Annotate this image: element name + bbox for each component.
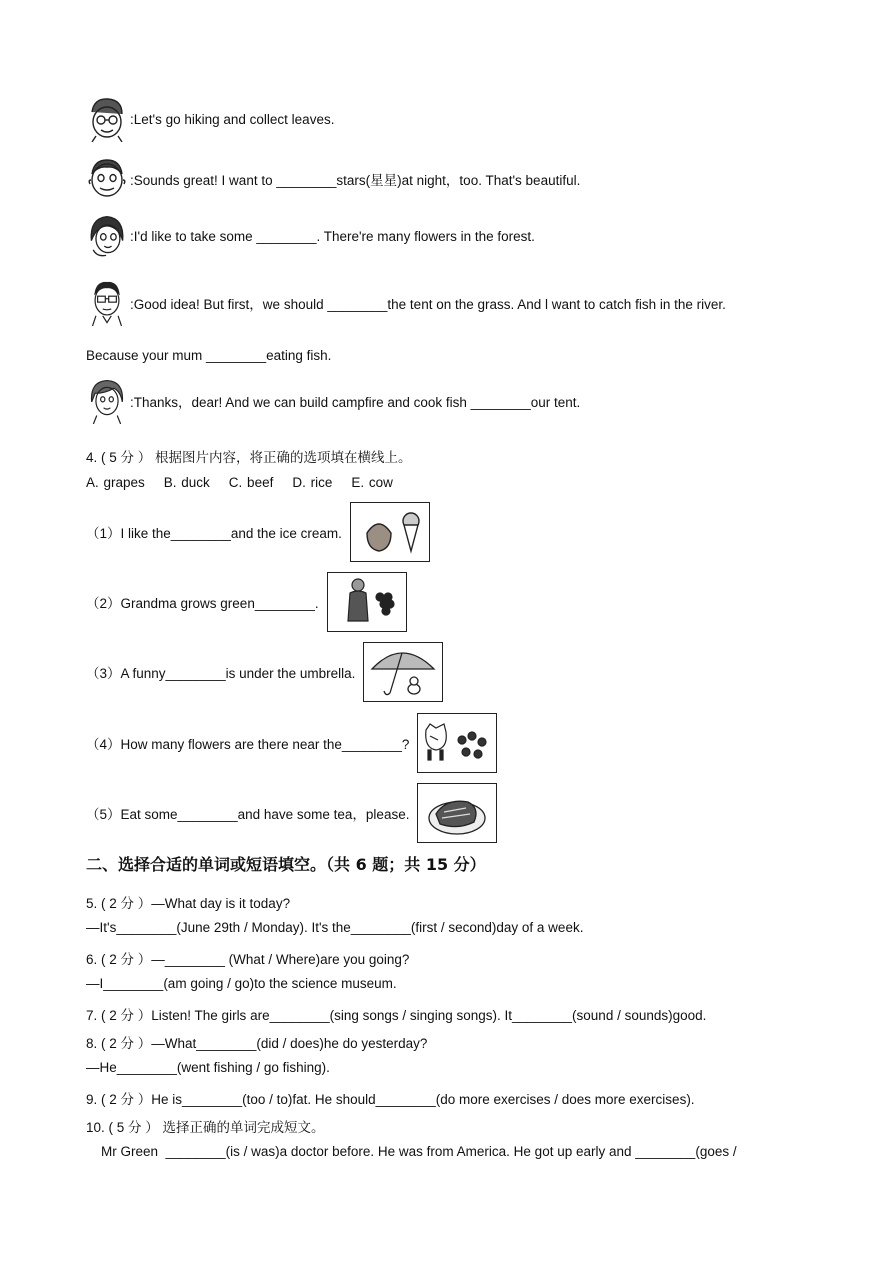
dialogue-text: :Thanks，dear! And we can build campfire and cook fish ________our tent. (130, 395, 581, 410)
beef-plate-icon (417, 783, 497, 843)
q4-item-text: （5）Eat some________and have some tea，please. (86, 807, 410, 822)
question-line: Mr Green ________(is / was)a doctor before. He was from America. He got up early and ________(goes / (86, 1144, 737, 1159)
dialogue-text: :Good idea! But first，we should ________the tent on the grass. And l want to catch fish in the river. (130, 297, 726, 312)
q4-item-4 (86, 713, 497, 773)
question-line: 10. ( 5 分 ） 选择正确的单词完成短文。 (86, 1120, 325, 1135)
dialogue-line-1 (86, 96, 334, 142)
dialogue-text: :I'd like to take some ________. There're many flowers in the forest. (130, 228, 535, 244)
question-line: 5. ( 2 分 ）—What day is it today? (86, 896, 291, 911)
question-line: 6. ( 2 分 ）—________ (What / Where)are you going? (86, 952, 410, 967)
question-line: —I________(am going / go)to the science museum. (86, 976, 397, 991)
q4-item-text: （2）Grandma grows green________. (86, 596, 319, 611)
q4-item-5 (86, 783, 497, 843)
q4-options: A. grapes B. duck C. beef D. rice E. cow (86, 475, 393, 490)
question-line: —It's________(June 29th / Monday). It's the________(first / second)day of a week. (86, 920, 584, 935)
dialogue-line-5: Because your mum ________eating fish. (86, 348, 332, 363)
boy-face-icon (86, 156, 128, 202)
mother-face-icon (86, 378, 128, 424)
cow-and-flowers-icon (417, 713, 497, 773)
dialogue-line-3 (86, 213, 535, 259)
dialogue-line-6 (86, 378, 580, 424)
boy-with-glasses-icon (86, 96, 128, 142)
duck-under-umbrella-icon (363, 642, 443, 702)
question-line: —He________(went fishing / go fishing). (86, 1060, 330, 1075)
section-2-title: 二、选择合适的单词或短语填空。（共 6 题；共 15 分） (86, 855, 486, 874)
q4-item-text: （4）How many flowers are there near the________? (86, 737, 410, 752)
dialogue-line-4 (86, 280, 726, 326)
grandma-and-grapes-icon (327, 572, 407, 632)
dialogue-line-2 (86, 156, 580, 202)
q4-item-1 (86, 502, 430, 562)
q4-item-2 (86, 572, 407, 632)
q4-header: 4. ( 5 分 ） 根据图片内容，将正确的选项填在横线上。 (86, 450, 412, 465)
q4-item-text: （1）I like the________and the ice cream. (86, 526, 342, 541)
rice-and-ice-cream-icon (350, 502, 430, 562)
dialogue-text: :Sounds great! I want to ________stars(星星)at night，too. That's beautiful. (130, 173, 581, 188)
father-face-icon (86, 280, 128, 326)
question-line: 7. ( 2 分 ）Listen! The girls are________(sing songs / singing songs). It________(sound / sounds)good. (86, 1008, 707, 1023)
dialogue-text: :Let's go hiking and collect leaves. (130, 111, 335, 127)
girl-face-icon (86, 213, 128, 259)
question-line: 9. ( 2 分 ）He is________(too / to)fat. He should________(do more exercises / does more exercises). (86, 1092, 695, 1107)
q4-item-text: （3）A funny________is under the umbrella. (86, 666, 356, 681)
q4-item-3 (86, 642, 443, 702)
question-line: 8. ( 2 分 ）—What________(did / does)he do yesterday? (86, 1036, 428, 1051)
